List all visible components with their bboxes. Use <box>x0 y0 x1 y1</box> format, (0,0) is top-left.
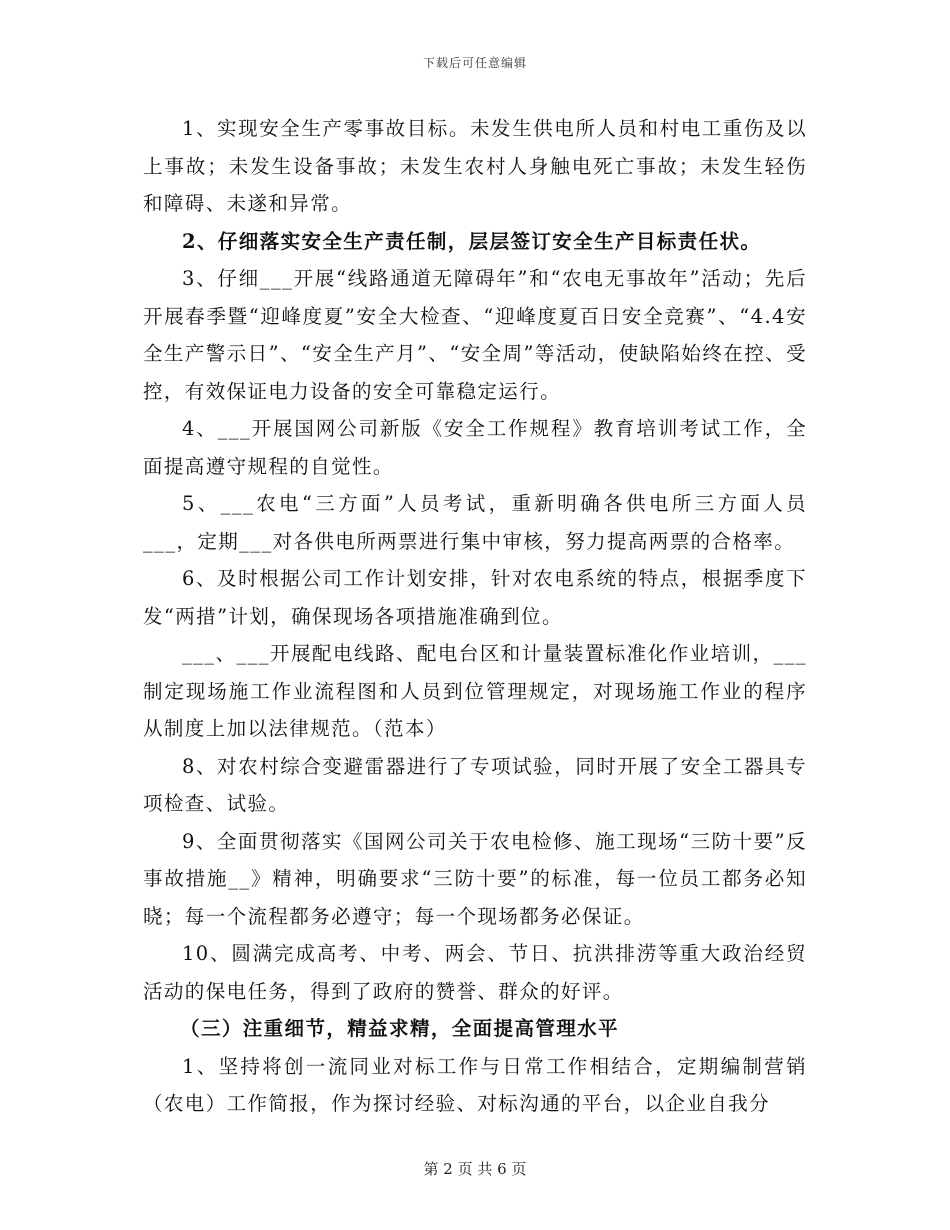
document-body <box>143 110 807 1123</box>
header-note: 下载后可任意编辑 <box>422 56 527 70</box>
paragraph-4: 4、___开展国网公司新版《安全工作规程》教育培训考试工作，全面提高遵守规程的自觉性。 <box>143 417 807 478</box>
section-heading: （三）注重细节，精益求精，全面提高管理水平 <box>180 1017 619 1040</box>
paragraph-1: 1、实现安全生产零事故目标。未发生供电所人员和村电工重伤及以上事故；未发生设备事故；未发生农村人身触电死亡事故；未发生轻伤和障碍、未遂和异常。 <box>143 117 807 215</box>
paragraph-6: 6、及时根据公司工作计划安排，针对农电系统的特点，根据季度下发“两措”计划，确保现场各项措施准确到位。 <box>143 567 807 628</box>
paragraph-5: 5、___农电“三方面”人员考试，重新明确各供电所三方面人员___，定期___对各供电所两票进行集中审核，努力提高两票的合格率。 <box>143 492 807 553</box>
paragraph-2: 2、仔细落实安全生产责任制，层层签订安全生产目标责任状。 <box>182 229 762 253</box>
paragraph-7: ___、___开展配电线路、配电台区和计量装置标准化作业培训，___制定现场施工作业流程图和人员到位管理规定，对现场施工作业的程序从制度上加以法律规范。（范本） <box>143 642 807 740</box>
paragraph-8: 8、对农村综合变避雷器进行了专项试验，同时开展了安全工器具专项检查、试验。 <box>143 754 807 815</box>
paragraph-11: 1、坚持将创一流同业对标工作与日常工作相结合，定期编制营销（农电）工作简报，作为探讨经验、对标沟通的平台，以企业自我分 <box>143 1054 807 1115</box>
paragraph-10: 10、圆满完成高考、中考、两会、节日、抗洪排涝等重大政治经贸活动的保电任务，得到了政府的赞誉、群众的好评。 <box>143 942 807 1003</box>
page-number: 第 2 页 共 6 页 <box>423 1160 527 1178</box>
paragraph-3: 3、仔细___开展“线路通道无障碍年”和“农电无事故年”活动；先后开展春季暨“迎峰度夏”安全大检查、“迎峰度夏百日安全竞赛”、“4.4安全生产警示日”、“安全生产月”、“安全周”等活动，使缺陷始终在控、受控，有效保证电力设备的安全可靠稳定运行。 <box>143 267 807 403</box>
paragraph-9: 9、全面贯彻落实《国网公司关于农电检修、施工现场“三防十要”反事故措施__》精神，明确要求“三防十要”的标准，每一位员工都务必知晓；每一个流程都务必遵守；每一个现场都务必保证。 <box>143 829 807 928</box>
